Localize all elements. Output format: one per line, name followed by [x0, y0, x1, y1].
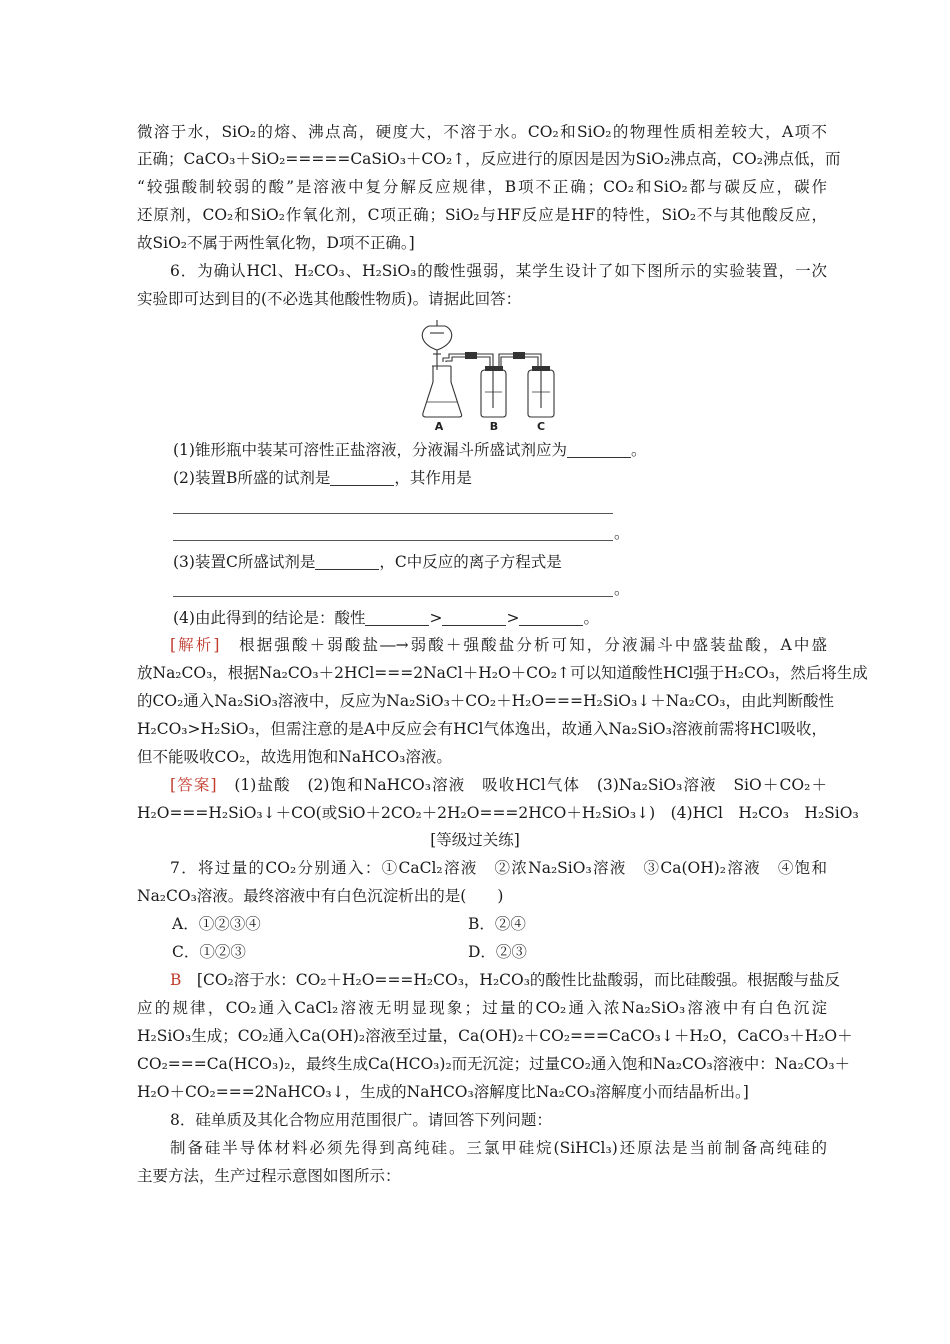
- analysis-line-1: [解析] 根据强酸＋弱酸盐―→弱酸＋强酸盐分析可知，分液漏斗中盛装盐酸，A中盛: [170, 636, 827, 654]
- question-6-stem-line-1: 6．为确认HCl、H₂CO₃、H₂SiO₃的酸性强弱，某学生设计了如下图所示的实验装置，一次: [170, 262, 827, 280]
- question-7-stem-line-2: Na₂CO₃溶液。最终溶液中有白色沉淀析出的是( ): [137, 887, 504, 905]
- question-8-stem-line-1: 8．硅单质及其化合物应用范围很广。请回答下列问题：: [170, 1111, 552, 1129]
- label-a: A: [434, 420, 444, 433]
- question-7-explanation-line-1: B [CO₂溶于水：CO₂＋H₂O===H₂CO₃，H₂CO₃的酸性比盐酸弱，而比硅酸强。根据酸与盐反: [170, 971, 840, 989]
- period: 。: [614, 580, 630, 598]
- option-d[interactable]: D．②③: [468, 943, 527, 961]
- question-8-stem-line-2: 制备硅半导体材料必须先得到高纯硅。三氯甲硅烷(SiHCl₃)还原法是当前制备高纯硅的: [170, 1139, 827, 1157]
- separatory-funnel: [422, 320, 451, 350]
- analysis-line-3: 的CO₂通入Na₂SiO₃溶液中，反应为Na₂SiO₃＋CO₂＋H₂O===H₂SiO₃↓＋Na₂CO₃，由此判断酸性: [137, 692, 835, 710]
- question-6-part-1: (1)锥形瓶中装某可溶性正盐溶液，分液漏斗所盛试剂应为 。: [173, 441, 647, 459]
- question-7-answer: B: [170, 971, 182, 989]
- period: 。: [614, 524, 630, 542]
- question-7-explanation-line-5: H₂O＋CO₂===2NaHCO₃↓，生成的NaHCO₃溶解度比Na₂CO₃溶解度小而结晶析出。]: [137, 1083, 749, 1101]
- question-6-part-3: (3)装置C所盛试剂是 ，C中反应的离子方程式是: [173, 553, 562, 571]
- explanation-line-2: 正确；CaCO₃＋SiO₂=====CaSiO₃＋CO₂↑，反应进行的原因是因为SiO₂沸点高，CO₂沸点低，而: [137, 150, 841, 168]
- answer-blank[interactable]: [519, 609, 583, 626]
- answer-blank[interactable]: [315, 553, 379, 570]
- question-6-part-4: (4)由此得到的结论是：酸性 > > 。: [173, 609, 599, 627]
- analysis-line-2: 放Na₂CO₃，根据Na₂CO₃＋2HCl===2NaCl＋H₂O＋CO₂↑可以知道酸性HCl强于H₂CO₃，然后将生成: [137, 664, 868, 682]
- label-c: C: [536, 420, 546, 433]
- answer-blank[interactable]: [330, 469, 394, 486]
- flask-a: [423, 366, 462, 417]
- option-b[interactable]: B．②④: [468, 915, 526, 933]
- section-title: [等级过关练]: [430, 831, 520, 849]
- question-6-part-2: (2)装置B所盛的试剂是 ，其作用是: [173, 469, 472, 487]
- option-c[interactable]: C．①②③: [172, 943, 246, 961]
- answer-line[interactable]: [173, 596, 613, 597]
- question-7-stem-line-1: 7．将过量的CO₂分别通入：①CaCl₂溶液 ②浓Na₂SiO₃溶液 ③Ca(OH)₂溶液 ④饱和: [170, 859, 827, 877]
- analysis-line-5: 但不能吸收CO₂，故选用饱和NaHCO₃溶液。: [137, 748, 452, 766]
- analysis-line-4: H₂CO₃>H₂SiO₃，但需注意的是A中反应会有HCl气体逸出，故通入Na₂SiO₃溶液前需将HCl吸收，: [137, 720, 827, 738]
- question-7-explanation-line-2: 应的规律，CO₂通入CaCl₂溶液无明显现象；过量的CO₂通入浓Na₂SiO₃溶液中有白色沉淀: [137, 999, 827, 1017]
- question-7-explanation-line-3: H₂SiO₃生成；CO₂通入Ca(OH)₂溶液至过量，Ca(OH)₂＋CO₂===CaCO₃↓＋H₂O，CaCO₃＋H₂O＋: [137, 1027, 853, 1045]
- answer-line[interactable]: [173, 513, 613, 514]
- experiment-apparatus-figure: [415, 318, 575, 436]
- explanation-line-4: 还原剂，CO₂和SiO₂作氧化剂，C项正确；SiO₂与HF反应是HF的特性，SiO₂不与其他酸反应，: [137, 206, 827, 224]
- answer-blank[interactable]: [365, 609, 429, 626]
- answer-line-2: H₂O===H₂SiO₃↓＋CO(或SiO＋2CO₂＋2H₂O===2HCO＋H₂SiO₃↓) (4)HCl H₂CO₃ H₂SiO₃: [137, 804, 859, 822]
- answer-blank[interactable]: [567, 441, 631, 458]
- answer-blank[interactable]: [442, 609, 506, 626]
- explanation-line-3: “较强酸制较弱的酸”是溶液中复分解反应规律，B项不正确；CO₂和SiO₂都与碳反应，碳作: [137, 178, 827, 196]
- explanation-line-1: 微溶于水，SiO₂的熔、沸点高，硬度大，不溶于水。CO₂和SiO₂的物理性质相差较大，A项不: [137, 123, 827, 141]
- answer-tag: [答案]: [170, 776, 217, 794]
- question-7-explanation-line-4: CO₂===Ca(HCO₃)₂，最终生成Ca(HCO₃)₂而无沉淀；过量CO₂通入饱和Na₂CO₃溶液中：Na₂CO₃＋: [137, 1055, 851, 1073]
- explanation-line-5: 故SiO₂不属于两性氧化物，D项不正确。]: [137, 234, 415, 252]
- analysis-tag: [解析]: [170, 636, 220, 654]
- answer-line-1: [答案] (1)盐酸 (2)饱和NaHCO₃溶液 吸收HCl气体 (3)Na₂SiO₃溶液 SiO＋CO₂＋: [170, 776, 827, 794]
- option-a[interactable]: A．①②③④: [172, 915, 261, 933]
- label-b: B: [489, 420, 499, 433]
- answer-line[interactable]: [173, 540, 613, 541]
- question-6-stem-line-2: 实验即可达到目的(不必选其他酸性物质)。请据此回答：: [137, 290, 522, 308]
- question-8-stem-line-3: 主要方法，生产过程示意图如图所示：: [137, 1167, 401, 1185]
